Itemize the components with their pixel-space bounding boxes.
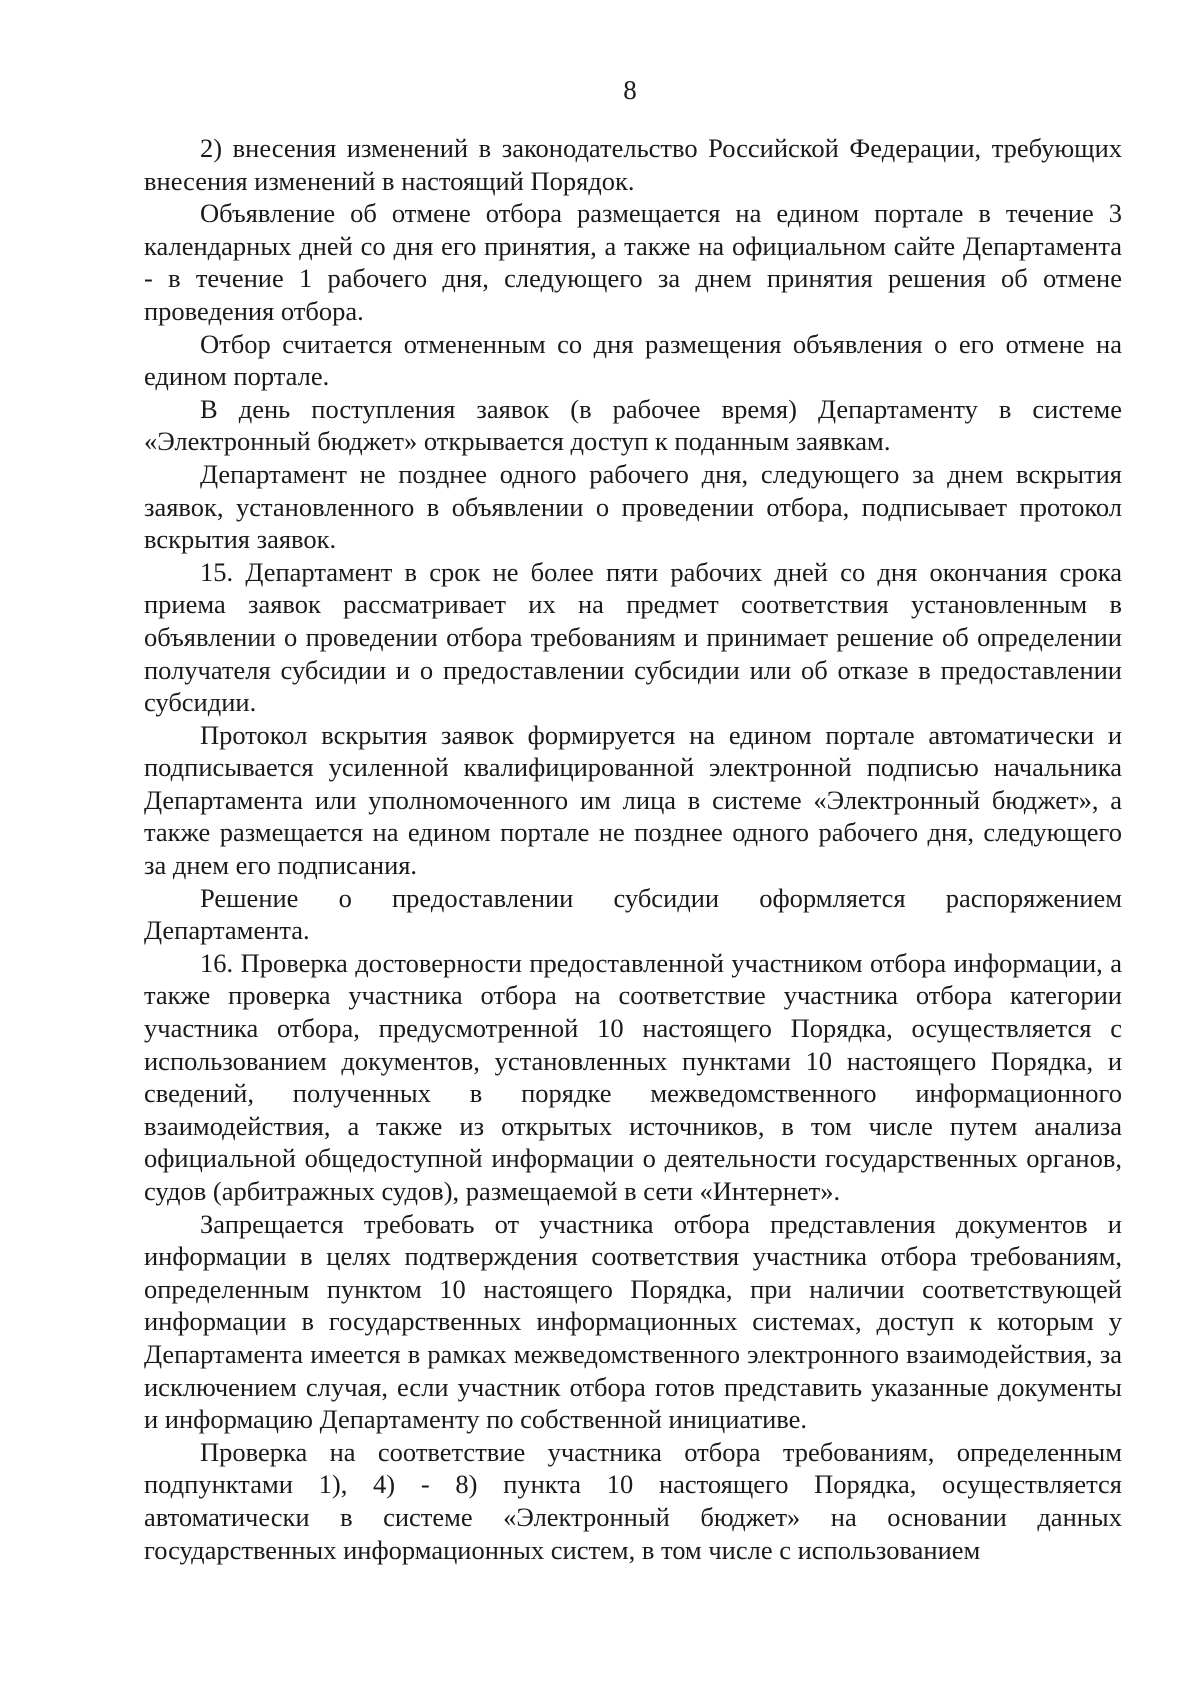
document-body	[144, 132, 1122, 1566]
paragraph-clause-2-end: 2) внесения изменений в законодательство Российской Федерации, требующих внесения изменений в настоящий Порядок.	[144, 133, 1122, 196]
paragraph-automatic-check: Проверка на соответствие участника отбора требованиям, определенным подпунктами 1), 4) - 8) пункта 10 настоящего Порядка, осуществляется автоматически в системе «Электронный бюджет» на основании данных государственных информационных систем, в том числе с использованием	[144, 1436, 1122, 1565]
paragraph-cancellation-effective: Отбор считается отмененным со дня размещения объявления о его отмене на едином портале.	[144, 328, 1122, 392]
paragraph-prohibition: Запрещается требовать от участника отбора представления документов и информации в целях подтверждения соответствия участника отбора требованиям, определенным пунктом 10 настоящего Порядка, при наличии соответствующей информации в государственных информационных системах, доступ к которым у Департамента имеется в рамках межведомственного электронного взаимодействия, за исключением случая, если участник отбора готов представить указанные документы и информацию Департаменту по собственной инициативе.	[144, 1208, 1122, 1435]
paragraph-application-access: В день поступления заявок (в рабочее время) Департаменту в системе «Электронный бюджет» открывается доступ к поданным заявкам.	[144, 393, 1122, 457]
page-number: 8	[623, 75, 637, 105]
paragraph-cancellation-announcement: Объявление об отмене отбора размещается на едином портале в течение 3 календарных дней со дня его принятия, а также на официальном сайте Департамента - в течение 1 рабочего дня, следующего за днем принятия решения об отмене проведения отбора.	[144, 198, 1122, 326]
paragraph-protocol-signing: Протокол вскрытия заявок формируется на едином портале автоматически и подписывается усиленной квалифицированной электронной подписью начальника Департамента или уполномоченного им лица в системе «Электронный бюджет», а также размещается на едином портале не позднее одного рабочего дня, следующего за днем его подписания.	[144, 719, 1122, 881]
paragraph-clause-15: 15. Департамент в срок не более пяти рабочих дней со дня окончания срока приема заявок рассматривает их на предмет соответствия установленным в объявлении о проведении отбора требованиям и принимает решение об определении получателя субсидии и о предоставлении субсидии или об отказе в предоставлении субсидии.	[144, 556, 1122, 718]
paragraph-decision-form: Решение о предоставлении субсидии оформляется распоряжением Департамента.	[144, 882, 1122, 946]
paragraph-clause-16: 16. Проверка достоверности предоставленной участником отбора информации, а также проверка участника отбора на соответствие участника отбора категории участника отбора, предусмотренной 10 настоящего Порядка, осуществляется с использованием документов, установленных пунктами 10 настоящего Порядка, и сведений, полученных в порядке межведомственного информационного взаимодействия, а также из открытых источников, в том числе путем анализа официальной общедоступной информации о деятельности государственных органов, судов (арбитражных судов), размещаемой в сети «Интернет».	[144, 947, 1122, 1206]
paragraph-opening-protocol: Департамент не позднее одного рабочего дня, следующего за днем вскрытия заявок, установленного в объявлении о проведении отбора, подписывает протокол вскрытия заявок.	[144, 458, 1122, 555]
